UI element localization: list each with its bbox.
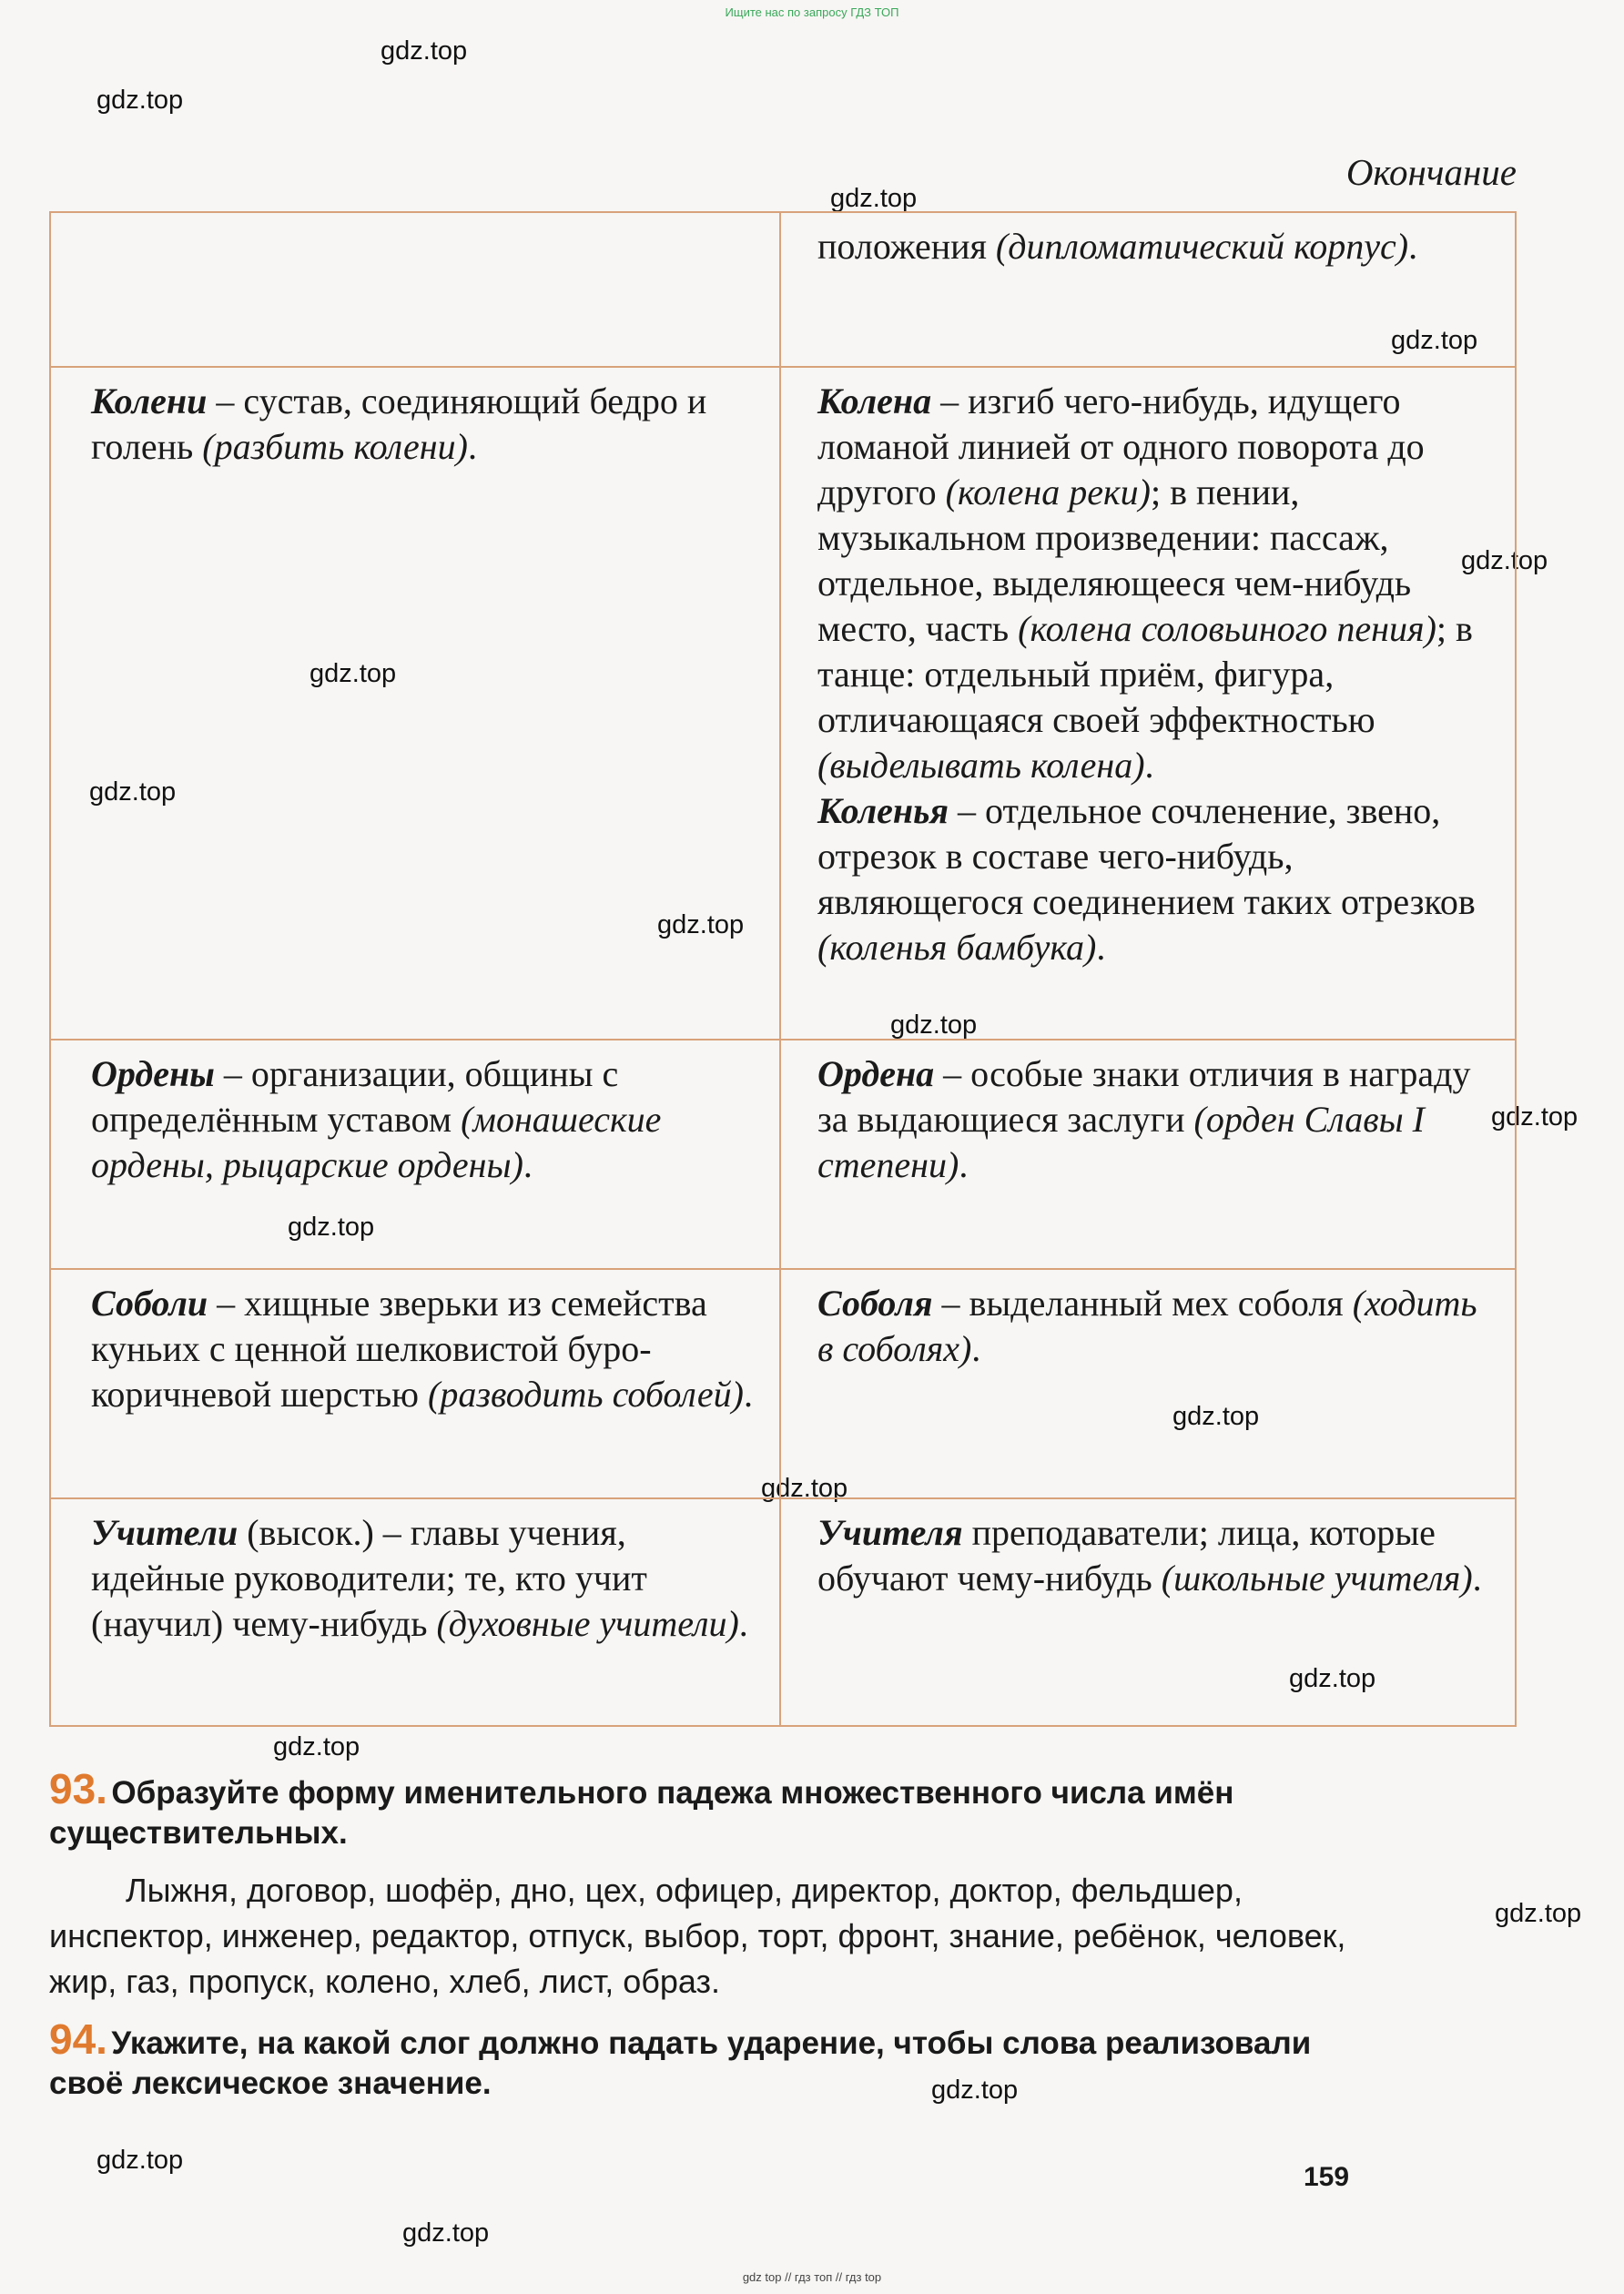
- usage-example: (разбить колени): [202, 426, 468, 467]
- usage-example: (дипломатический корпус): [995, 226, 1409, 267]
- usage-example: (колена соловьиного пения): [1018, 608, 1436, 649]
- table-cell-right: Соболя – выделанный мех соболя (ходить в соболях).: [780, 1269, 1516, 1498]
- term: Соболя: [817, 1283, 933, 1324]
- watermark: gdz.top: [96, 2146, 184, 2175]
- usage-example: (орден Славы I степени): [817, 1099, 1425, 1185]
- watermark: gdz.top: [1289, 1664, 1376, 1693]
- watermark: gdz.top: [310, 659, 397, 688]
- exercise-title: Укажите, на какой слог должно падать ударение, чтобы слова реализовали своё лексическое значение.: [49, 2025, 1312, 2101]
- term: Колена: [817, 381, 932, 421]
- table-cell-left: Учители (высок.) – главы учения, идейные руководители; те, кто учит (научил) чему-нибудь (духовные учители).: [50, 1498, 780, 1726]
- usage-example: (колена реки): [945, 472, 1151, 513]
- usage-example: (выделывать колена): [817, 745, 1145, 786]
- word-meaning-table: [49, 211, 1517, 1727]
- table-row: [50, 1498, 1516, 1726]
- term: Соболи: [91, 1283, 208, 1324]
- term: Коленья: [817, 790, 949, 831]
- watermark: gdz.top: [1391, 326, 1478, 355]
- exercise-93-heading: [49, 1764, 1378, 1853]
- exercise-94-heading: [49, 2015, 1378, 2104]
- watermark: gdz.top: [1491, 1102, 1578, 1132]
- exercise-number: 94.: [49, 2015, 107, 2063]
- table-row: [50, 212, 1516, 367]
- watermark: gdz.top: [1172, 1402, 1260, 1431]
- usage-example: (разводить соболей): [428, 1374, 744, 1415]
- term: Колени: [91, 381, 208, 421]
- table-caption: Окончание: [1345, 151, 1517, 193]
- table-cell-left: Колени – сустав, соединяющий бедро и голень (разбить колени).: [50, 367, 780, 1040]
- term: Ордены: [91, 1053, 215, 1094]
- watermark: gdz.top: [1495, 1899, 1582, 1928]
- table-row: [50, 1269, 1516, 1498]
- exercise-number: 93.: [49, 1765, 107, 1812]
- usage-example: (ходить в соболях): [817, 1283, 1477, 1369]
- table-cell-left: Ордены – организации, общины с определённым уставом (монашеские ордены, рыцарские ордены).: [50, 1040, 780, 1269]
- watermark: gdz.top: [657, 910, 745, 939]
- table-cell-right: Колена – изгиб чего-нибудь, идущего ломаной линией от одного поворота до другого (колена реки); в пении, музыкальном произведении: пассаж, отдельное, выделяющееся чем-нибудь место, часть (колена соловьиного пения); в танце: отдельный приём, фигура, отличающаяся своей эффектностью (выделывать колена). Коленья – отдельное сочленение, звено, отрезок в составе чего-нибудь, являющегося соединением таких отрезков (коленья бамбука).: [780, 367, 1516, 1040]
- bottom-banner: gdz top // гдз топ // гдз top: [742, 2270, 882, 2284]
- table-cell-right: Учителя преподаватели; лица, которые обучают чему-нибудь (школьные учителя).: [780, 1498, 1516, 1726]
- watermark: gdz.top: [890, 1010, 978, 1040]
- watermark: gdz.top: [761, 1474, 848, 1503]
- term: Учители: [91, 1512, 239, 1553]
- table-cell-left: Соболи – хищные зверьки из семейства куньих с ценной шелковистой буро-коричневой шерстью (разводить соболей).: [50, 1269, 780, 1498]
- term: Ордена: [817, 1053, 935, 1094]
- table-cell-right: Ордена – особые знаки отличия в награду за выдающиеся заслуги (орден Славы I степени).: [780, 1040, 1516, 1269]
- watermark: gdz.top: [931, 2076, 1019, 2105]
- usage-example: (духовные учители): [436, 1603, 739, 1644]
- watermark: gdz.top: [830, 184, 918, 213]
- exercise-93-words: Лыжня, договор, шофёр, дно, цех, офицер, директор, доктор, фельдшер, инспектор, инженер, редактор, отпуск, выбор, торт, фронт, знание, ребёнок, человек, жир, газ, пропуск, колено, хлеб, лист, образ.: [49, 1872, 1346, 2000]
- watermark: gdz.top: [96, 86, 184, 115]
- watermark: gdz.top: [402, 2218, 490, 2248]
- watermark: gdz.top: [1461, 546, 1548, 575]
- exercise-title: Образуйте форму именительного падежа множественного числа имён существительных.: [49, 1775, 1234, 1851]
- table-row: [50, 1040, 1516, 1269]
- watermark: gdz.top: [89, 777, 177, 807]
- table-row: [50, 367, 1516, 1040]
- table-cell-left: [50, 212, 780, 367]
- watermark: gdz.top: [273, 1732, 360, 1761]
- watermark: gdz.top: [288, 1213, 375, 1242]
- usage-example: (монашеские ордены, рыцарские ордены): [91, 1099, 662, 1185]
- top-banner: Ищите нас по запросу ГДЗ ТОП: [725, 5, 899, 19]
- table-cell-right: положения (дипломатический корпус).: [780, 212, 1516, 367]
- watermark: gdz.top: [381, 36, 468, 66]
- usage-example: (школьные учителя): [1161, 1558, 1473, 1599]
- term: Учителя: [817, 1512, 963, 1553]
- page-number: 159: [1304, 2162, 1350, 2192]
- usage-example: (коленья бамбука): [817, 927, 1097, 968]
